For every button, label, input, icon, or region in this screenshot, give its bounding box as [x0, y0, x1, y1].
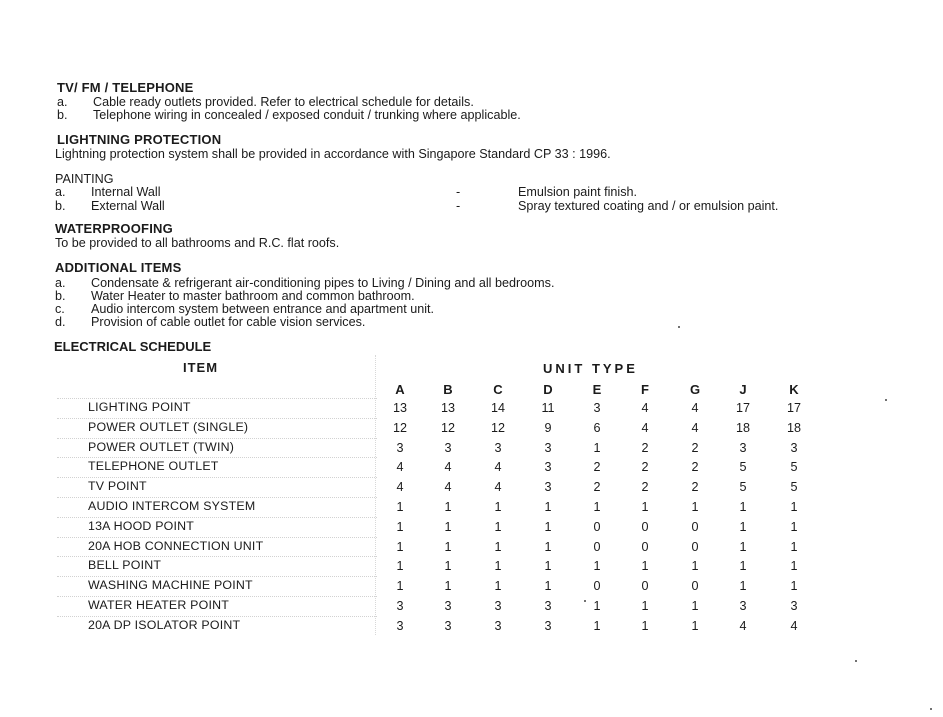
- table-row-rule: [57, 537, 377, 538]
- table-cell: 1: [444, 500, 452, 514]
- item-text: Provision of cable outlet for cable vision services.: [91, 315, 366, 329]
- table-cell: 2: [593, 480, 601, 494]
- table-cell: 3: [396, 619, 404, 633]
- table-cell: 1: [396, 540, 404, 554]
- table-cell: 3: [544, 599, 552, 613]
- table-cell: 3: [396, 599, 404, 613]
- table-cell: 3: [544, 480, 552, 494]
- table-cell: 17: [735, 401, 750, 415]
- scan-speck: [930, 708, 932, 710]
- table-cell: 0: [641, 540, 649, 554]
- table-cell: 3: [593, 401, 601, 415]
- table-cell: 11: [541, 401, 555, 415]
- waterproofing-heading: WATERPROOFING: [55, 221, 173, 236]
- table-cell: 1: [494, 500, 502, 514]
- table-cell: 14: [490, 401, 505, 415]
- table-cell: 1: [641, 500, 649, 514]
- table-cell: 1: [739, 520, 747, 534]
- table-cell: 1: [641, 599, 649, 613]
- table-cell: 1: [544, 500, 552, 514]
- item-text: Cable ready outlets provided. Refer to electrical schedule for details.: [93, 95, 474, 109]
- table-cell: 1: [593, 619, 601, 633]
- table-unit-type-header: UNIT TYPE: [543, 361, 638, 376]
- item-marker: a.: [57, 95, 68, 109]
- column-header: K: [789, 382, 799, 397]
- item-marker: d.: [55, 315, 66, 329]
- table-cell: 12: [440, 421, 455, 435]
- table-cell: 2: [691, 480, 699, 494]
- table-cell: 4: [444, 460, 452, 474]
- scan-speck: [584, 600, 586, 602]
- column-header: D: [543, 382, 553, 397]
- painting-label: Internal Wall: [91, 185, 161, 199]
- table-cell: 3: [494, 619, 502, 633]
- table-cell: 3: [396, 441, 404, 455]
- table-row-rule: [57, 596, 377, 597]
- table-cell: 4: [494, 480, 502, 494]
- table-cell: 3: [739, 441, 747, 455]
- table-cell: 0: [691, 520, 699, 534]
- table-cell: 0: [593, 540, 601, 554]
- tv-fm-telephone-heading: TV/ FM / TELEPHONE: [57, 80, 194, 95]
- table-cell: 1: [593, 441, 601, 455]
- table-cell: 13: [440, 401, 455, 415]
- table-row-rule: [57, 616, 377, 617]
- table-cell: 1: [790, 579, 798, 593]
- table-cell: 3: [544, 441, 552, 455]
- table-cell: 12: [392, 421, 407, 435]
- table-cell: 1: [691, 500, 699, 514]
- item-marker: a.: [55, 185, 66, 199]
- additional-items-heading: ADDITIONAL ITEMS: [55, 260, 182, 275]
- table-row-rule: [57, 576, 377, 577]
- table-cell: 1: [396, 559, 404, 573]
- item-marker: a.: [55, 276, 66, 290]
- table-cell: 5: [790, 480, 798, 494]
- table-cell: 3: [544, 619, 552, 633]
- table-row-rule: [57, 418, 377, 419]
- table-cell: 0: [691, 540, 699, 554]
- table-row-label: WATER HEATER POINT: [88, 598, 230, 612]
- column-header: B: [443, 382, 453, 397]
- table-cell: 13: [392, 401, 407, 415]
- table-row-rule: [57, 556, 377, 557]
- table-cell: 1: [544, 540, 552, 554]
- table-cell: 1: [494, 559, 502, 573]
- table-cell: 1: [691, 559, 699, 573]
- table-cell: 12: [490, 421, 505, 435]
- table-cell: 2: [641, 480, 649, 494]
- table-cell: 3: [494, 599, 502, 613]
- column-header: A: [395, 382, 405, 397]
- table-row-label: AUDIO INTERCOM SYSTEM: [88, 499, 256, 513]
- item-text: Telephone wiring in concealed / exposed conduit / trunking where applicable.: [93, 108, 521, 122]
- table-cell: 4: [396, 460, 404, 474]
- table-cell: 3: [790, 599, 798, 613]
- table-cell: 2: [691, 441, 699, 455]
- table-cell: 4: [739, 619, 747, 633]
- table-cell: 1: [494, 579, 502, 593]
- scan-speck: [885, 399, 887, 401]
- table-cell: 18: [786, 421, 801, 435]
- table-cell: 1: [593, 500, 601, 514]
- column-header: C: [493, 382, 503, 397]
- table-row-rule: [57, 457, 377, 458]
- item-marker: b.: [55, 289, 66, 303]
- table-row-rule: [57, 497, 377, 498]
- table-row-label: POWER OUTLET (TWIN): [88, 440, 235, 454]
- table-cell: 1: [544, 559, 552, 573]
- table-cell: 1: [544, 520, 552, 534]
- painting-desc: Spray textured coating and / or emulsion paint.: [518, 199, 779, 213]
- table-cell: 3: [444, 441, 452, 455]
- table-item-header: ITEM: [183, 360, 219, 375]
- table-cell: 1: [396, 500, 404, 514]
- table-cell: 1: [739, 540, 747, 554]
- table-row-rule: [57, 477, 377, 478]
- table-cell: 1: [396, 520, 404, 534]
- table-cell: 1: [444, 559, 452, 573]
- lightning-protection-heading: LIGHTNING PROTECTION: [57, 132, 222, 147]
- table-row-label: LIGHTING POINT: [88, 400, 191, 414]
- table-cell: 3: [544, 460, 552, 474]
- table-cell: 4: [444, 480, 452, 494]
- painting-desc: Emulsion paint finish.: [518, 185, 638, 199]
- table-cell: 4: [396, 480, 404, 494]
- item-marker: c.: [55, 302, 65, 316]
- column-header: J: [739, 382, 747, 397]
- table-cell: 1: [444, 540, 452, 554]
- column-header: E: [592, 382, 602, 397]
- table-row-label: TV POINT: [88, 479, 147, 493]
- table-cell: 1: [641, 559, 649, 573]
- table-cell: 1: [444, 520, 452, 534]
- item-marker: b.: [55, 199, 66, 213]
- table-cell: 1: [739, 579, 747, 593]
- table-cell: 1: [593, 599, 601, 613]
- item-text: Water Heater to master bathroom and common bathroom.: [91, 289, 415, 303]
- painting-dash: -: [456, 185, 461, 199]
- table-cell: 1: [641, 619, 649, 633]
- table-cell: 0: [691, 579, 699, 593]
- table-cell: 1: [739, 500, 747, 514]
- scan-speck: [855, 660, 857, 662]
- table-cell: 0: [641, 520, 649, 534]
- table-cell: 1: [494, 520, 502, 534]
- table-cell: 1: [790, 559, 798, 573]
- table-cell: 2: [641, 441, 649, 455]
- table-cell: 1: [444, 579, 452, 593]
- table-cell: 1: [739, 559, 747, 573]
- table-cell: 4: [691, 401, 699, 415]
- table-cell: 1: [790, 540, 798, 554]
- table-column-divider: [375, 355, 376, 635]
- table-row-label: WASHING MACHINE POINT: [88, 578, 253, 592]
- table-cell: 4: [494, 460, 502, 474]
- lightning-protection-text: Lightning protection system shall be provided in accordance with Singapore Standard CP 33 : 1996.: [55, 147, 611, 161]
- table-cell: 1: [691, 619, 699, 633]
- item-marker: b.: [57, 108, 68, 122]
- item-text: Condensate & refrigerant air-conditioning pipes to Living / Dining and all bedrooms.: [91, 276, 555, 290]
- painting-label: External Wall: [91, 199, 165, 213]
- table-cell: 3: [739, 599, 747, 613]
- table-row-label: BELL POINT: [88, 558, 162, 572]
- table-cell: 6: [593, 421, 601, 435]
- table-cell: 4: [790, 619, 798, 633]
- table-cell: 1: [544, 579, 552, 593]
- electrical-schedule-title: ELECTRICAL SCHEDULE: [54, 339, 212, 354]
- table-cell: 0: [593, 579, 601, 593]
- table-cell: 4: [641, 421, 649, 435]
- table-cell: 5: [739, 480, 747, 494]
- table-cell: 9: [544, 421, 552, 435]
- table-cell: 1: [790, 500, 798, 514]
- table-row-label: 20A DP ISOLATOR POINT: [88, 618, 241, 632]
- table-cell: 5: [790, 460, 798, 474]
- waterproofing-text: To be provided to all bathrooms and R.C. flat roofs.: [55, 236, 340, 250]
- table-cell: 1: [494, 540, 502, 554]
- painting-dash: -: [456, 199, 461, 213]
- item-text: Audio intercom system between entrance and apartment unit.: [91, 302, 435, 316]
- table-cell: 1: [691, 599, 699, 613]
- table-cell: 4: [691, 421, 699, 435]
- column-header: G: [689, 382, 701, 397]
- table-row-rule: [57, 398, 377, 399]
- scan-speck: [678, 326, 680, 328]
- table-row-label: 20A HOB CONNECTION UNIT: [88, 539, 264, 553]
- table-cell: 17: [786, 401, 801, 415]
- table-cell: 0: [641, 579, 649, 593]
- table-cell: 3: [444, 619, 452, 633]
- painting-heading: PAINTING: [55, 172, 114, 186]
- table-cell: 18: [735, 421, 750, 435]
- table-row-label: TELEPHONE OUTLET: [88, 459, 219, 473]
- table-cell: 2: [593, 460, 601, 474]
- table-cell: 4: [641, 401, 649, 415]
- table-cell: 1: [790, 520, 798, 534]
- table-row-label: 13A HOOD POINT: [88, 519, 195, 533]
- table-cell: 2: [691, 460, 699, 474]
- table-row-rule: [57, 438, 377, 439]
- table-row-label: POWER OUTLET (SINGLE): [88, 420, 249, 434]
- table-cell: 1: [593, 559, 601, 573]
- table-cell: 3: [444, 599, 452, 613]
- table-cell: 3: [494, 441, 502, 455]
- table-cell: 5: [739, 460, 747, 474]
- table-cell: 1: [396, 579, 404, 593]
- column-header: F: [641, 382, 649, 397]
- table-cell: 0: [593, 520, 601, 534]
- table-cell: 3: [790, 441, 798, 455]
- table-cell: 2: [641, 460, 649, 474]
- table-row-rule: [57, 517, 377, 518]
